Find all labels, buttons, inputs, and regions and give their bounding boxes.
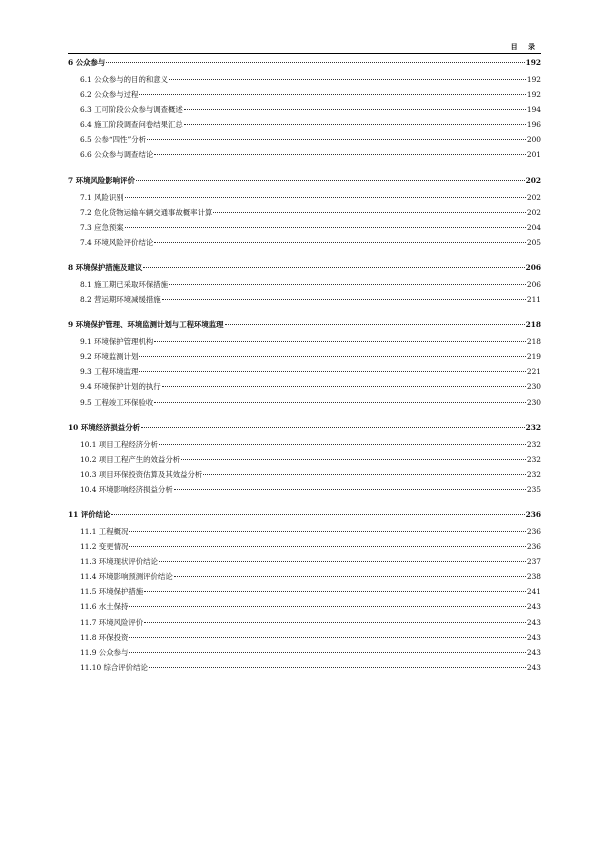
dot-leader: [181, 459, 526, 460]
toc-entry-title: 11.10 综合评价结论: [80, 662, 148, 672]
toc-entry-title: 7.2 危化货物运输车辆交通事故概率计算: [80, 207, 213, 217]
toc-entry-title: 11.8 环保投资: [80, 632, 129, 642]
dot-leader: [141, 427, 525, 428]
toc-entry-title: 11.2 变更情况: [80, 542, 129, 552]
toc-entry-title: 11.5 环境保护措施: [80, 587, 144, 597]
toc-entry-title: 9.2 环境监测计划: [80, 352, 139, 362]
toc-entry-title: 9 环境保护管理、环境监测计划与工程环境监理: [68, 320, 224, 330]
dot-leader: [106, 62, 524, 63]
toc-entry-page-number: 221: [526, 367, 541, 377]
toc-entry-title: 6.5 公参“四性”分析: [80, 135, 147, 145]
dot-leader: [129, 652, 526, 653]
dot-leader: [154, 341, 526, 342]
dot-leader: [129, 531, 526, 532]
dot-leader: [129, 606, 526, 607]
toc-entry-page-number: 204: [526, 222, 541, 232]
toc-entry-title: 7.4 环境风险评价结论: [80, 237, 154, 247]
toc-entry-title: 10.1 项目工程经济分析: [80, 439, 158, 449]
toc-entry-page-number: 202: [525, 175, 541, 185]
dot-leader: [169, 79, 526, 80]
toc-entry-title: 11.9 公众参与: [80, 647, 129, 657]
dot-leader: [139, 371, 525, 372]
dot-leader: [154, 242, 526, 243]
toc-entry-title: 9.5 工程竣工环保验收: [80, 397, 154, 407]
toc-entry-page-number: 236: [525, 509, 541, 519]
toc-entry-title: 8.1 施工期已采取环保措施: [80, 279, 169, 289]
toc-section-entry[interactable]: [68, 132, 541, 147]
toc-entry-page-number: 243: [526, 647, 541, 657]
header-rule: [68, 53, 541, 54]
dot-leader: [225, 324, 525, 325]
toc-entry-page-number: 241: [526, 587, 541, 597]
toc-entry-page-number: 201: [526, 150, 541, 160]
dot-leader: [143, 267, 524, 268]
toc-entry-page-number: 230: [526, 397, 541, 407]
dot-leader: [169, 284, 526, 285]
toc-entry-page-number: 202: [526, 207, 541, 217]
toc-entry-title: 7.3 应急预案: [80, 222, 124, 232]
toc-entry-title: 9.4 环境保护计划的执行: [80, 382, 161, 392]
toc-entry-page-number: 232: [526, 439, 541, 449]
dot-leader: [159, 444, 526, 445]
dot-leader: [174, 489, 526, 490]
toc-section-entry[interactable]: [68, 554, 541, 569]
dot-leader: [139, 356, 525, 357]
dot-leader: [125, 197, 526, 198]
toc-entry-title: 11.1 工程概况: [80, 526, 129, 536]
dot-leader: [144, 591, 526, 592]
dot-leader: [129, 546, 526, 547]
toc-entry-title: 6.1 公众参与的目的和意义: [80, 75, 169, 84]
toc-entry-title: 10.3 项目环保投资估算及其效益分析: [80, 469, 203, 479]
dot-leader: [184, 109, 526, 110]
toc-section-entry[interactable]: [68, 660, 541, 675]
toc-chapter-entry[interactable]: [68, 423, 541, 432]
toc-section-entry[interactable]: [68, 630, 541, 645]
toc-section-entry[interactable]: [68, 467, 541, 482]
dot-leader: [149, 667, 526, 668]
toc-section-entry[interactable]: [68, 72, 541, 87]
toc-entry-page-number: 219: [526, 352, 541, 362]
toc-entry-page-number: 232: [526, 469, 541, 479]
dot-leader: [147, 139, 526, 140]
toc-entry-page-number: 211: [526, 295, 541, 305]
toc-section-entry[interactable]: [68, 524, 541, 539]
page-header-title: 目 录: [510, 42, 539, 51]
toc-entry-page-number: 200: [526, 135, 541, 145]
dot-leader: [144, 622, 526, 623]
toc-entry-page-number: 218: [525, 320, 541, 330]
toc-entry-title: 6.2 公众参与过程: [80, 90, 139, 100]
dot-leader: [174, 576, 526, 577]
toc-entry-title: 8.2 营运期环境减缓措施: [80, 295, 161, 305]
dot-leader: [184, 124, 526, 125]
toc-section-entry[interactable]: [68, 615, 541, 630]
toc-section-entry[interactable]: [68, 220, 541, 235]
toc-section-entry[interactable]: [68, 102, 541, 117]
toc-chapter-entry[interactable]: [68, 263, 541, 272]
toc-entry-title: 6 公众参与: [68, 58, 106, 67]
toc-section-entry[interactable]: [68, 539, 541, 554]
toc-section-entry[interactable]: [68, 147, 541, 162]
toc-section-entry[interactable]: [68, 599, 541, 614]
toc-section-entry[interactable]: [68, 452, 541, 467]
toc-entry-page-number: 206: [526, 279, 541, 289]
toc-entry-page-number: 236: [526, 526, 541, 536]
toc-section-entry[interactable]: [68, 379, 541, 394]
toc-entry-title: 7 环境风险影响评价: [68, 175, 135, 185]
toc-chapter-entry[interactable]: [68, 510, 541, 519]
dot-leader: [159, 561, 526, 562]
toc-entry-page-number: 243: [526, 602, 541, 612]
toc-entry-page-number: 243: [526, 662, 541, 672]
toc-entry-title: 6.4 施工阶段调查问卷结果汇总: [80, 120, 183, 130]
toc-entry-title: 11.3 环境现状评价结论: [80, 557, 158, 567]
toc-section-entry[interactable]: [68, 235, 541, 250]
toc-chapter-entry[interactable]: [68, 58, 541, 67]
toc-section-entry[interactable]: [68, 395, 541, 410]
dot-leader: [111, 514, 524, 515]
toc-entry-page-number: 235: [526, 484, 541, 494]
toc-entry-title: 11 评价结论: [68, 509, 111, 519]
toc-entry-page-number: 202: [526, 192, 541, 202]
toc-section-entry[interactable]: [68, 584, 541, 599]
dot-leader: [162, 299, 526, 300]
toc-entry-page-number: 192: [526, 75, 541, 84]
toc-entry-page-number: 232: [525, 422, 541, 432]
toc-section-entry[interactable]: [68, 482, 541, 497]
toc-entry-title: 10.2 项目工程产生的效益分析: [80, 454, 181, 464]
toc-entry-page-number: 192: [525, 58, 541, 67]
toc-entry-page-number: 232: [526, 454, 541, 464]
toc-entry-page-number: 230: [526, 382, 541, 392]
dot-leader: [162, 386, 526, 387]
toc-entry-page-number: 192: [526, 90, 541, 100]
toc-entry-page-number: 237: [526, 557, 541, 567]
dot-leader: [136, 180, 525, 181]
toc-section-entry[interactable]: [68, 437, 541, 452]
toc-entry-title: 10 环境经济损益分析: [68, 422, 140, 432]
table-of-contents: [68, 58, 541, 675]
toc-entry-page-number: 243: [526, 617, 541, 627]
toc-entry-title: 6.6 公众参与调查结论: [80, 150, 154, 160]
toc-section-entry[interactable]: [68, 364, 541, 379]
toc-section-entry[interactable]: [68, 117, 541, 132]
dot-leader: [125, 227, 526, 228]
toc-section-entry[interactable]: [68, 569, 541, 584]
dot-leader: [213, 212, 526, 213]
toc-entry-title: 8 环境保护措施及建议: [68, 262, 143, 272]
dot-leader: [154, 402, 526, 403]
toc-entry-title: 11.6 水土保持: [80, 602, 129, 612]
toc-chapter-entry[interactable]: [68, 320, 541, 329]
dot-leader: [203, 474, 526, 475]
dot-leader: [154, 154, 526, 155]
toc-entry-title: 7.1 风险识别: [80, 192, 124, 202]
toc-section-entry[interactable]: [68, 334, 541, 349]
dot-leader: [129, 637, 526, 638]
toc-section-entry[interactable]: [68, 292, 541, 307]
toc-entry-page-number: 238: [526, 572, 541, 582]
toc-entry-title: 9.1 环境保护管理机构: [80, 337, 154, 347]
toc-section-entry[interactable]: [68, 645, 541, 660]
toc-section-entry[interactable]: [68, 205, 541, 220]
toc-entry-title: 10.4 环境影响经济损益分析: [80, 484, 173, 494]
toc-entry-page-number: 243: [526, 632, 541, 642]
toc-entry-title: 11.7 环境风险评价: [80, 617, 144, 627]
toc-section-entry[interactable]: [68, 349, 541, 364]
toc-section-entry[interactable]: [68, 190, 541, 205]
toc-section-entry[interactable]: [68, 277, 541, 292]
toc-section-entry[interactable]: [68, 87, 541, 102]
toc-entry-title: 9.3 工程环境监理: [80, 367, 139, 377]
toc-entry-title: 6.3 工可阶段公众参与调查概述: [80, 105, 183, 115]
toc-entry-page-number: 205: [526, 237, 541, 247]
toc-entry-page-number: 194: [526, 105, 541, 115]
toc-entry-page-number: 218: [526, 337, 541, 347]
toc-entry-page-number: 206: [525, 262, 541, 272]
dot-leader: [139, 94, 525, 95]
toc-entry-page-number: 236: [526, 542, 541, 552]
toc-entry-page-number: 196: [526, 120, 541, 130]
toc-entry-title: 11.4 环境影响预测评价结论: [80, 572, 173, 582]
toc-chapter-entry[interactable]: [68, 176, 541, 185]
